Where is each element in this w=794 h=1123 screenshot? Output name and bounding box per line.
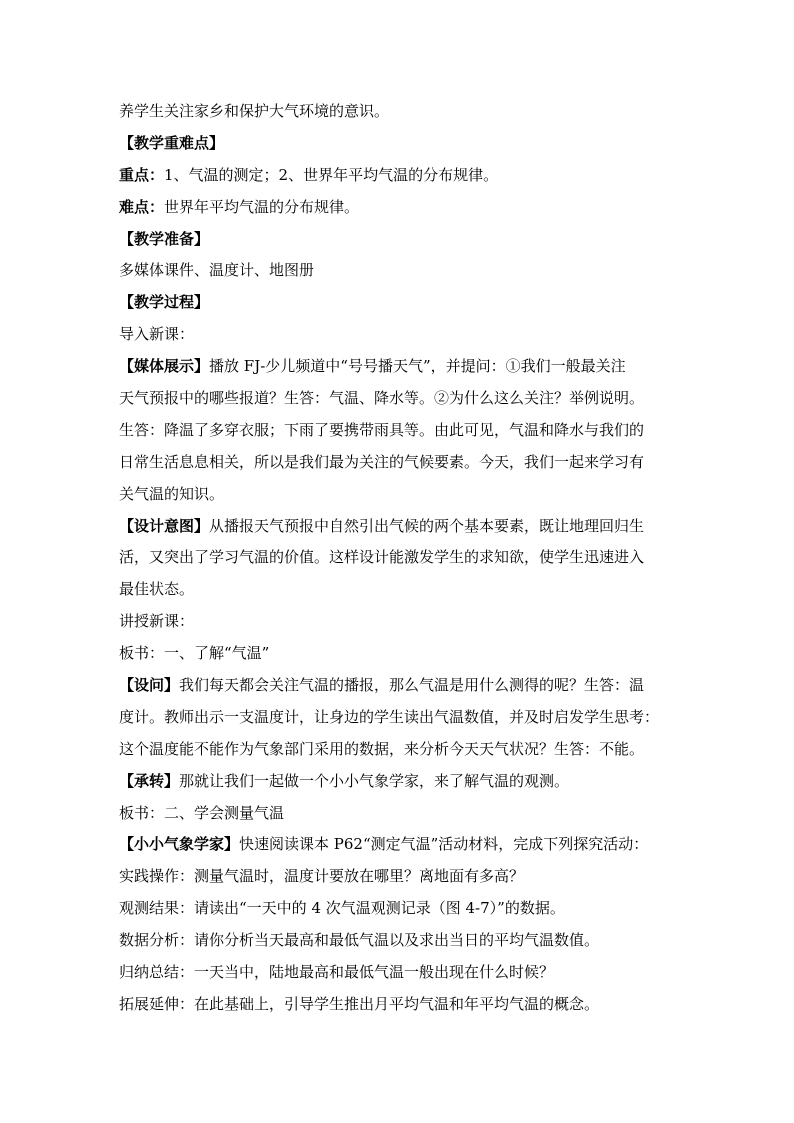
heading-teaching-process — [119, 287, 679, 319]
line-text: 活，又突出了学习气温的价值。这样设计能激发学生的求知欲，使学生迅速进入 — [119, 548, 645, 567]
text-line-practice — [119, 861, 679, 893]
line-text: 我们每天都会关注气温的播报，那么气温是用什么测得的呢？生答：温 — [179, 676, 645, 695]
text-line-difficult-points — [119, 192, 679, 224]
text-line — [119, 574, 679, 606]
heading-key-difficult-points — [119, 128, 679, 160]
line-text: 数据分析：请你分析当天最高和最低气温以及求出当日的平均气温数值。 — [119, 931, 600, 950]
line-text: 关气温的知识。 — [119, 484, 225, 503]
text-line — [119, 447, 679, 479]
text-line — [119, 702, 679, 734]
line-label: 重点： — [119, 165, 165, 184]
line-label: 【小小气象学家】 — [119, 835, 240, 854]
text-line-question — [119, 670, 679, 702]
line-text: 天气预报中的哪些报道？生答：气温、降水等。②为什么这么关注？举例说明。 — [119, 389, 645, 408]
text-line-continuation — [119, 96, 679, 128]
line-text: 这个温度能不能作为气象部门采用的数据，来分析今天天气状况？生答：不能。 — [119, 739, 645, 758]
line-text: 归纳总结：一天当中，陆地最高和最低气温一般出现在什么时候？ — [119, 963, 555, 982]
text-line — [119, 479, 679, 511]
text-line-board-1 — [119, 638, 679, 670]
lesson-plan-body — [119, 96, 679, 1021]
line-text: 最佳状态。 — [119, 580, 195, 599]
section-heading: 【教学准备】 — [119, 229, 210, 248]
section-heading: 【教学过程】 — [119, 293, 210, 312]
line-text: 板书：二、学会测量气温 — [119, 803, 285, 822]
line-text: 讲授新课： — [119, 612, 195, 631]
line-text: 实践操作：测量气温时，温度计要放在哪里？离地面有多高？ — [119, 867, 525, 886]
text-line-extension — [119, 989, 679, 1021]
text-line-intro — [119, 319, 679, 351]
line-text: 拓展延伸：在此基础上，引导学生推出月平均气温和年平均气温的概念。 — [119, 994, 600, 1013]
line-label: 【设问】 — [119, 676, 180, 695]
line-text: 多媒体课件、温度计、地图册 — [119, 261, 315, 280]
text-line-observation — [119, 893, 679, 925]
text-line-little-meteorologist — [119, 829, 679, 861]
line-text: 播放 FJ-少儿频道中“号号播天气”，并提问：①我们一般最关注 — [209, 357, 626, 376]
line-label: 【设计意图】 — [119, 516, 210, 535]
text-line-summary — [119, 957, 679, 989]
text-line-materials — [119, 255, 679, 287]
heading-teaching-preparation — [119, 224, 679, 256]
text-line — [119, 415, 679, 447]
line-text: 度计。教师出示一支温度计，让身边的学生读出气温数值，并及时启发学生思考： — [119, 707, 660, 726]
text-line-transition — [119, 766, 679, 798]
line-text: 世界年平均气温的分布规律。 — [164, 197, 360, 216]
line-label: 难点： — [119, 197, 165, 216]
line-text: 观测结果：请读出“一天中的 4 次气温观测记录（图 4-7）”的数据。 — [119, 899, 565, 918]
line-label: 【承转】 — [119, 771, 180, 790]
text-line — [119, 542, 679, 574]
line-text: 快速阅读课本 P62“测定气温”活动材料，完成下列探究活动： — [239, 835, 649, 854]
text-line-media-display — [119, 351, 679, 383]
text-line-board-2 — [119, 798, 679, 830]
text-line — [119, 734, 679, 766]
line-text: 导入新课： — [119, 325, 195, 344]
line-label: 【媒体展示】 — [119, 357, 210, 376]
text-line-design-intent — [119, 511, 679, 543]
text-line — [119, 383, 679, 415]
line-text: 从播报天气预报中自然引出气候的两个基本要素，既让地理回归生 — [209, 516, 645, 535]
text-line-analysis — [119, 925, 679, 957]
line-text: 那就让我们一起做一个小小气象学家，来了解气温的观测。 — [179, 771, 570, 790]
line-text: 生答：降温了多穿衣服；下雨了要携带雨具等。由此可见，气温和降水与我们的 — [119, 420, 645, 439]
section-heading: 【教学重难点】 — [119, 133, 225, 152]
line-text: 板书：一、了解“气温” — [119, 644, 270, 663]
line-text: 1、气温的测定；2、世界年平均气温的分布规律。 — [164, 165, 499, 184]
text-line-key-points — [119, 160, 679, 192]
line-text: 养学生关注家乡和保护大气环境的意识。 — [119, 102, 390, 120]
text-line-new-lesson — [119, 606, 679, 638]
line-text: 日常生活息息相关，所以是我们最为关注的气候要素。今天，我们一起来学习有 — [119, 452, 645, 471]
